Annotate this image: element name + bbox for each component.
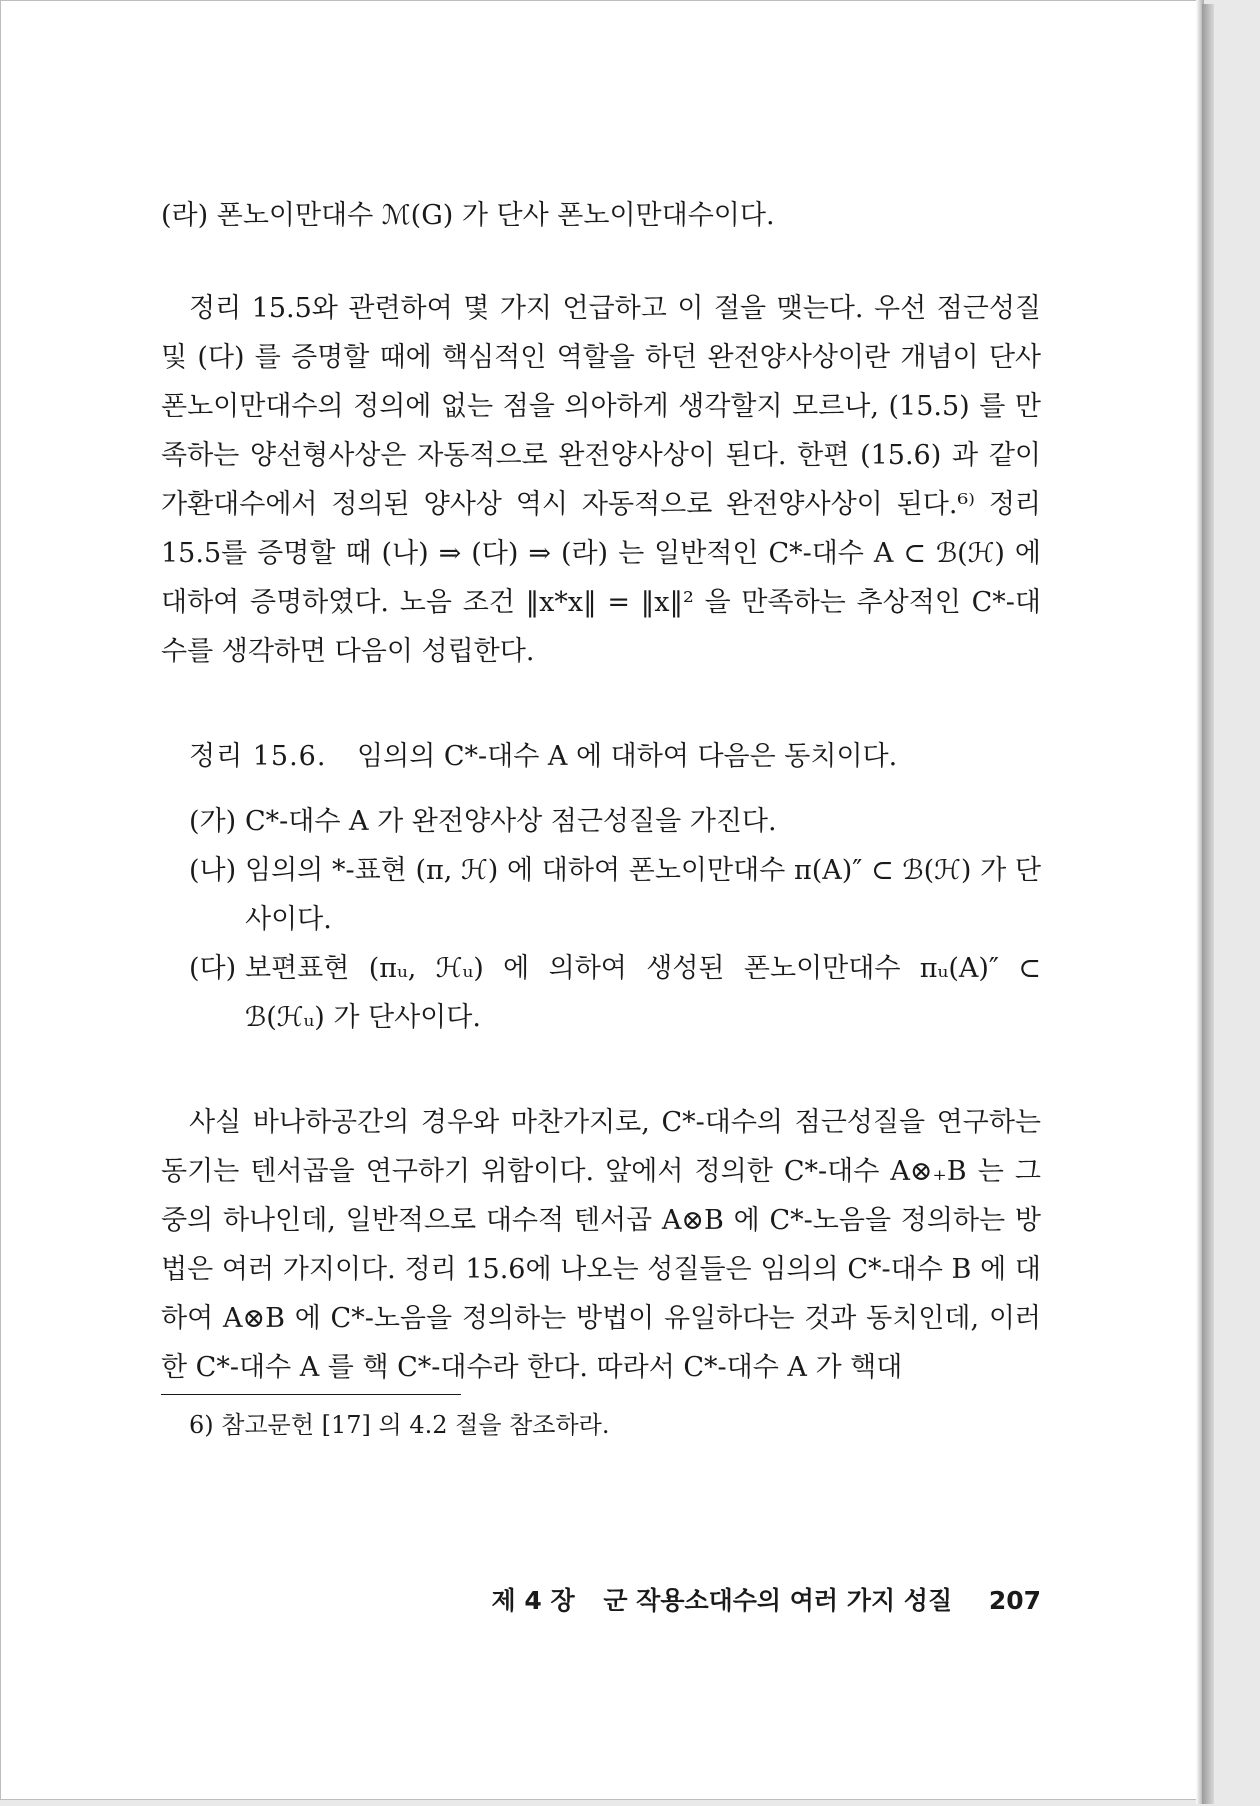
item-marker: (다) (189, 953, 237, 984)
theorem-item-ga (161, 797, 1041, 846)
theorem-heading (161, 732, 1041, 781)
item-text: 임의의 *-표현 (π, ℋ) 에 대하여 폰노이만대수 π(A)″ ⊂ ℬ(ℋ) 가 단사이다. (245, 855, 1041, 935)
item-text: 보편표현 (πᵤ, ℋᵤ) 에 의하여 생성된 폰노이만대수 πᵤ(A)″ ⊂ ℬ(ℋᵤ) 가 단사이다. (245, 953, 1041, 1033)
page-shadow (1202, 4, 1214, 1804)
theorem-label: 정리 15.6. (189, 741, 327, 772)
item-text: C*-대수 A 가 완전양사상 점근성질을 가진다. (245, 806, 777, 837)
footnote: 6) 참고문헌 [17] 의 4.2 절을 참조하라. (189, 1411, 610, 1439)
paragraph-2: 사실 바나하공간의 경우와 마찬가지로, C*-대수의 점근성질을 연구하는 동기는 텐서곱을 연구하기 위함이다. 앞에서 정의한 C*-대수 A⊗₊B 는 그 중의 하나인데, 일반적으로 대수적 텐서곱 A⊗B 에 C*-노음을 정의하는 방법은 여러 가지이다. 정리 15.6에 나오는 성질들은 임의의 C*-대수 B 에 대하여 A⊗B 에 C*-노음을 정의하는 방법이 유일하다는 것과 동치인데, 이러한 C*-대수 A 를 핵 C*-대수라 한다. 따라서 C*-대수 A 가 핵대 (161, 1107, 1041, 1383)
chapter-label: 제 4 장 (491, 1586, 575, 1615)
item-marker: (나) (189, 855, 237, 886)
footnote-divider (161, 1394, 461, 1395)
paragraph-1: 정리 15.5와 관련하여 몇 가지 언급하고 이 절을 맺는다. 우선 점근성질 및 (다) 를 증명할 때에 핵심적인 역할을 하던 완전양사상이란 개념이 단사 폰노이만대수의 정의에 없는 점을 의아하게 생각할지 모르나, (15.5) 를 만족하는 양선형사상은 자동적으로 완전양사상이 된다. 한편 (15.6) 과 같이 가환대수에서 정의된 양사상 역시 자동적으로 완전양사상이 된다.⁶⁾ 정리 15.5를 증명할 때 (나) ⇒ (다) ⇒ (라) 는 일반적인 C*-대수 A ⊂ ℬ(ℋ) 에 대하여 증명하였다. 노음 조건 ‖x*x‖ = ‖x‖² 을 만족하는 추상적인 C*-대수를 생각하면 다음이 성립한다. (161, 293, 1041, 667)
item-ra: (라) 폰노이만대수 ℳ(G) 가 단사 폰노이만대수이다. (161, 200, 775, 231)
page-number: 207 (988, 1586, 1041, 1615)
theorem-item-na (161, 846, 1041, 944)
page-footer (492, 1581, 1042, 1617)
theorem-statement: 임의의 C*-대수 A 에 대하여 다음은 동치이다. (357, 741, 898, 772)
item-marker: (가) (189, 806, 237, 837)
chapter-title: 군 작용소대수의 여러 가지 성질 (603, 1586, 953, 1615)
theorem-item-da (161, 944, 1041, 1042)
page-content (161, 191, 1041, 1445)
